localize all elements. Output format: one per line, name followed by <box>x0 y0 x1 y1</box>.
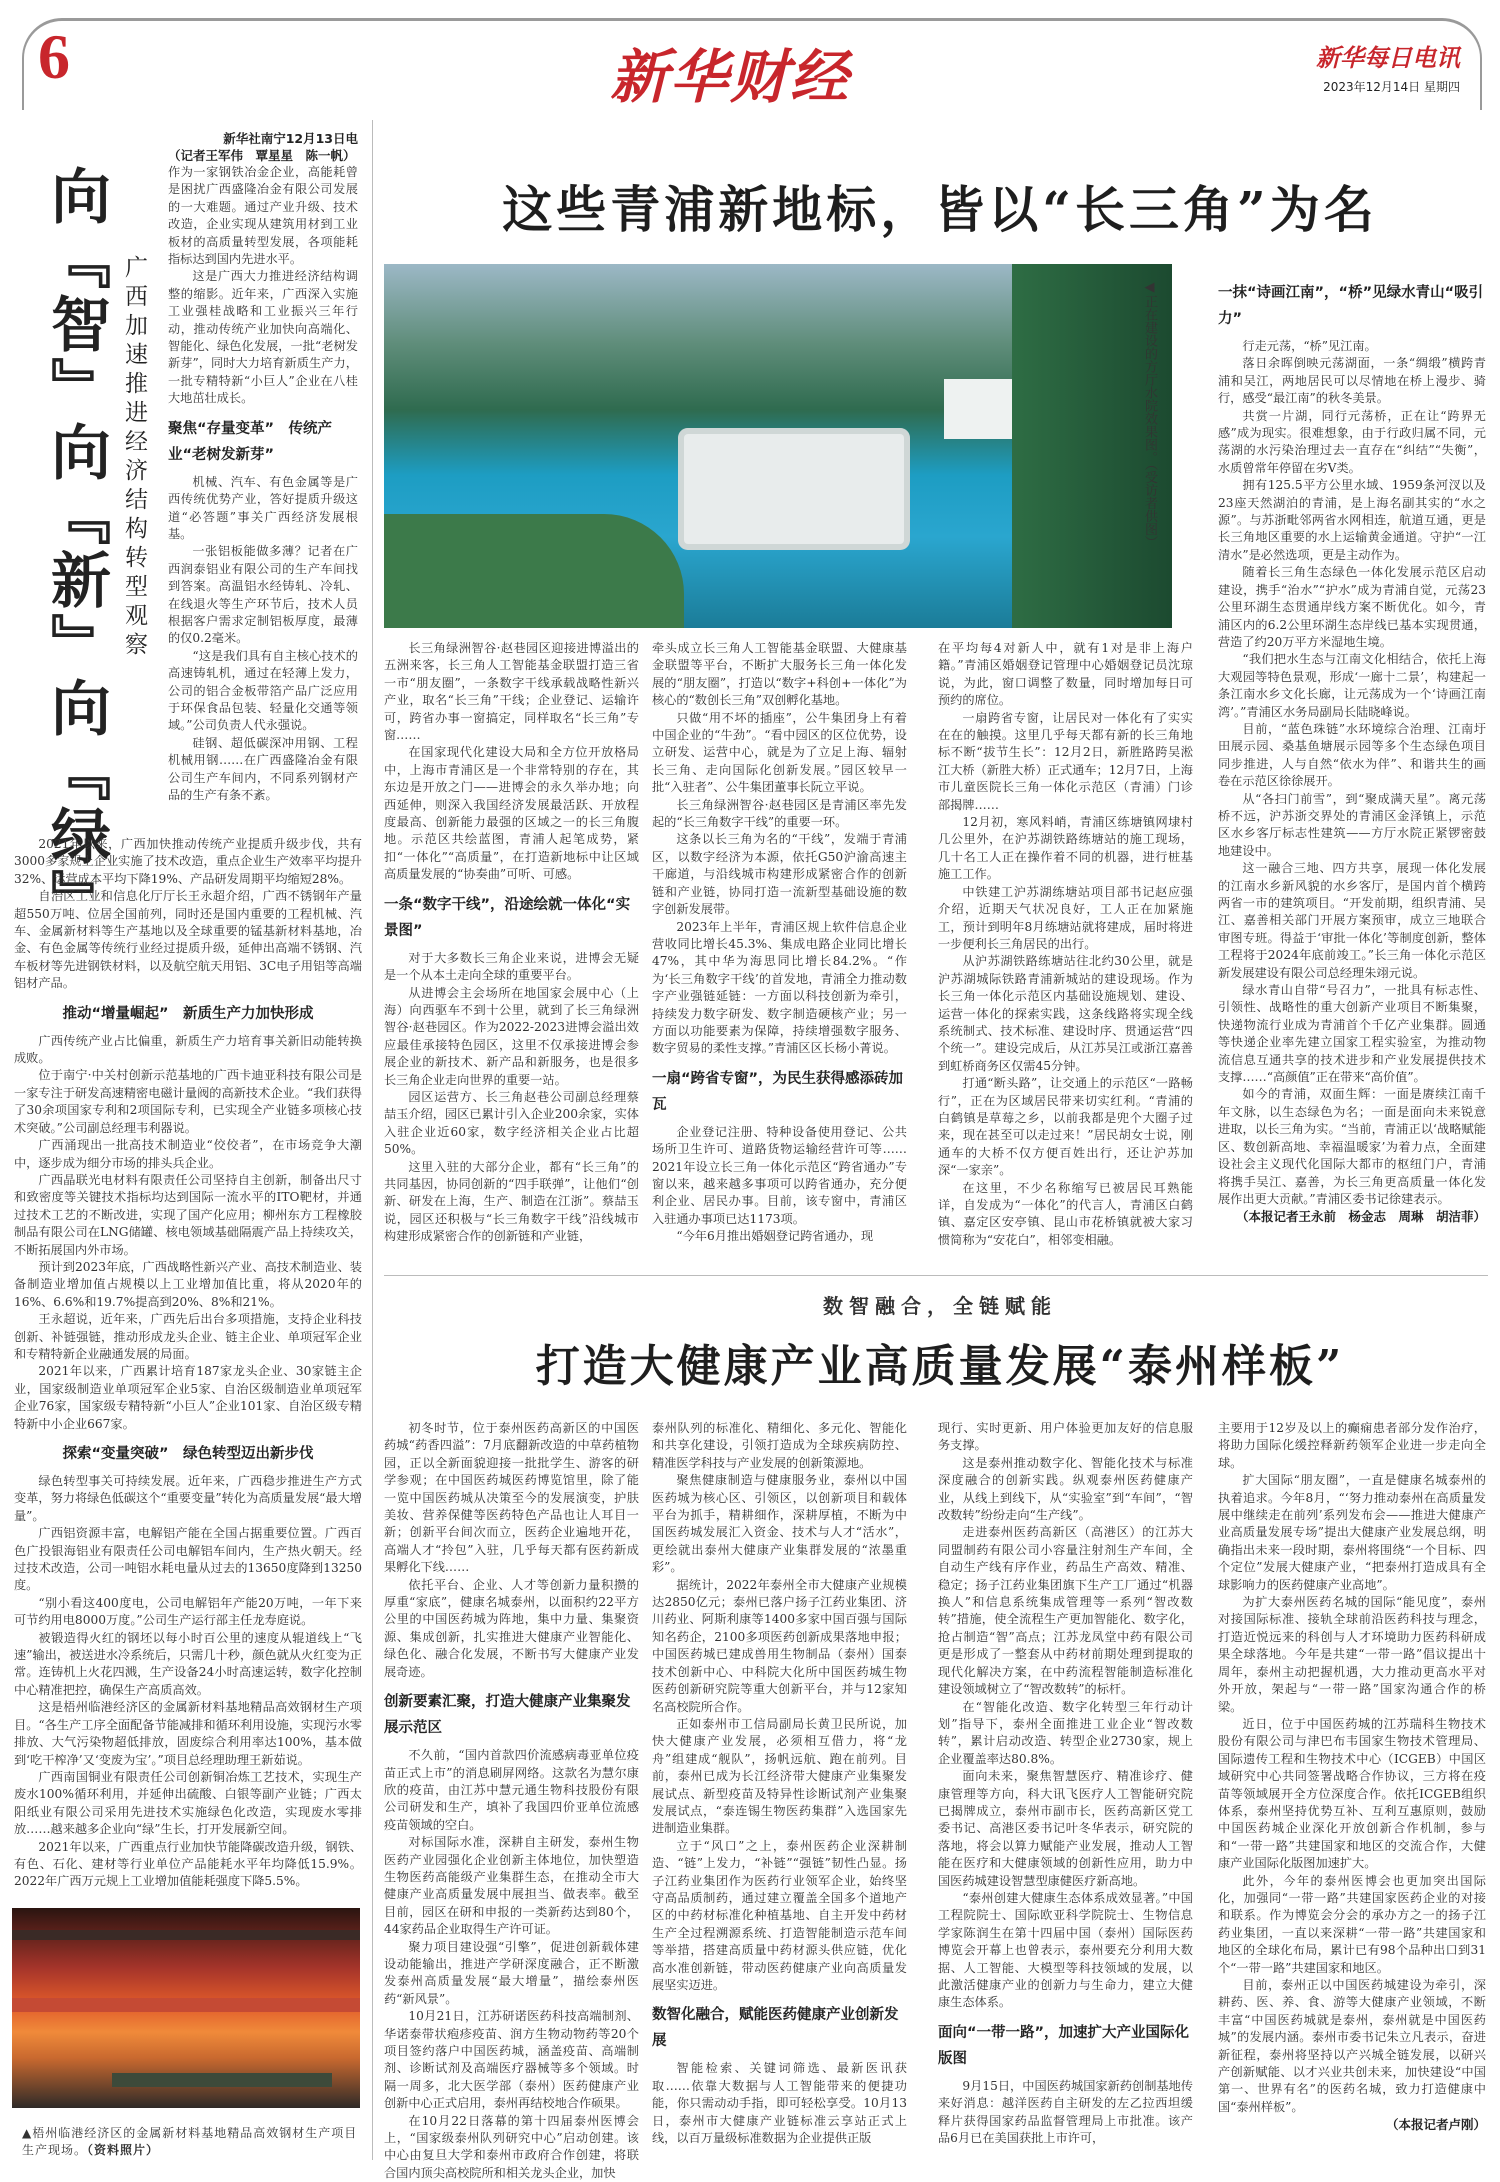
paragraph: 这是泰州推动数字化、智能化技术与标准深度融合的创新实践。纵观泰州医药健康产业，从线上到线下，从“实验室”到“车间”，“智改数转”纷纷走向“生产线”。 <box>938 1455 1193 1523</box>
reporters: （记者王军伟 覃星星 陈一帆） <box>168 148 356 163</box>
newspaper-brand: 新华每日电讯 <box>1316 43 1460 72</box>
paragraph: 2021年以来，广西重点行业加快节能降碳改造升级，钢铁、有色、石化、建材等行业单位产品能耗水平年均降低15.9%。2022年广西万元规上工业增加值能耗强度下降5.5%。 <box>14 1839 362 1889</box>
paragraph: 立于“风口”之上，泰州医药企业深耕制造、“链”上发力，“补链”“强链”韧性凸显。扬子江药业集团作为医药行业领军企业，始终坚守高品质制药，通过建立覆盖全国多个道地产区的中药材标准化种植基地、自主开发中药材生产全过程溯源系统、打造智能制造示范车间等举措，搭建高质量中药材源头供应链，优化高水准创新链，带动医药健康产业向高质量发展坚实迈进。 <box>652 1838 907 1992</box>
section-heading: 创新要素汇聚，打造大健康产业集聚发展示范区 <box>384 1694 631 1737</box>
paragraph: 打通“断头路”，让交通上的示范区“一路畅行”，正在为区域居民带来切实红利。“青浦的白鹤镇是草莓之乡，以前我都是兜个大圈子过来，现在甚至可以走过来！”居民胡女士说，刚通车的大桥不仅方便百姓出行，还让沪苏加深“一家亲”。 <box>938 1076 1193 1178</box>
paragraph: 目前，“蓝色珠链”水环境综合治理、江南圩田展示园、桑基鱼塘展示园等多个生态绿色项目同步推进，人与自然“依水为伴”、和谐共生的画卷在示范区徐徐展开。 <box>1218 721 1486 789</box>
section-heading: 一条“数字干线”，沿途绘就一体化“实景图” <box>384 896 631 939</box>
paragraph: 为扩大泰州医药名城的国际“能见度”，泰州对接国际标准、接轨全球前沿医药科技与理念，打造近悦远来的科创与人才环境助力医药科研成果全球落地。今年是共建“一带一路”倡议提出十周年，泰州主动把握机遇，大力推动更高水平对外开放，架起与“一带一路”国家沟通合作的桥梁。 <box>1218 1595 1486 1714</box>
taizhou-headline: 打造大健康产业高质量发展“泰州样板” <box>535 1341 1345 1392</box>
qingpu-col-2 <box>652 640 907 1246</box>
paragraph: 走进泰州医药高新区（高港区）的江苏大同盟制药有限公司小容量注射剂生产车间，全自动生产线有序作业，药品生产高效、精准、稳定；扬子江药业集团旗下生产工厂通过“机器换人”和信息系统集成管理等一系列“智改数转”措施，使全流程生产更加智能化、数字化，抢占制造“智”高点；江苏龙凤堂中药有限公司更是形成了一整套从中药材前期处理到提取的现代化解决方案，在中药流程智能制造标准化建设领域树立了“智改数转”的标杆。 <box>938 1525 1193 1697</box>
taizhou-kicker: 数智融合，全链赋能 <box>823 1294 1057 1318</box>
guangxi-intro-column <box>168 130 358 804</box>
paragraph: 2021年以来，广西累计培育187家龙头企业、30家链主企业，国家级制造业单项冠军企业5家、自治区级制造业单项冠军企业76家，国家级专精特新“小巨人”企业101家、自治区级专精特新中小企业667家。 <box>14 1364 362 1431</box>
taizhou-col-2 <box>652 1420 907 2147</box>
byline: （本报记者卢刚） <box>1385 2117 1486 2133</box>
paragraph: 初冬时节，位于泰州医药高新区的中国医药城“药香四溢”：7月底翻新改造的中草药植物园，正以全新面貌迎接一批批学生、游客的研学参观；在中国医药城医药博览馆里，除了能一览中国医药城从决策至今的发展演变，护肤美妆、营养保健等医药特色产品也让人耳目一新；创新平台间次而立，医药企业遍地开花，高端人才“拎包”入驻，几乎每天都有医药新成果孵化下线…… <box>384 1421 639 1575</box>
paragraph: 如今的青浦，双面生辉：一面是赓续江南千年文脉，以生态绿色为名；一面是面向未来锐意进取，以长三角为实。“当前，青浦正以‘战略赋能区、数创新高地、幸福温暖家’为着力点，全面建设社会主义现代化国际大都市的枢纽门户，青浦将携手吴江、嘉善，为长三角更高质量一体化发展作出更大贡献。”青浦区委书记徐建表示。 <box>1218 1087 1486 1206</box>
paragraph: 2023年上半年，青浦区规上软件信息企业营收同比增长45.3%、集成电路企业同比增长47%，其中华为海思同比增长84.2%。“作为‘长三角数字干线’的首发地，青浦全力推动数字产业强链延链：一方面以科技创新为牵引，持续发力数字研发、数字制造硬核产业；另一方面以功能要素为保障，持续增强数字服务、数字贸易的柔性支撑。”青浦区区长杨小菁说。 <box>652 919 907 1056</box>
paragraph: 现行、实时更新、用户体验更加友好的信息服务支撑。 <box>938 1421 1193 1453</box>
paragraph: 聚力项目建设强“引擎”，促进创新载体建设动能输出，推进产学研深度融合，正不断激发泰州高质量发展“最大增量”，描绘泰州医药“新风景”。 <box>384 1939 639 2006</box>
paragraph: 目前，泰州正以中国医药城建设为牵引，深耕药、医、养、食、游等大健康产业领域，不断丰富“中国医药城就是泰州，泰州就是中国医药城”的发展内涵。泰州市委书记朱立凡表示，奋进新征程，泰州将坚持以产兴城全链发展，以研兴产创新赋能、以才兴业共创未来，加快建设“中国第一、世界有名”的医药名城，致力打造健康中国“泰州样板”。 <box>1218 1978 1486 2114</box>
paragraph: 这条以长三角为名的“干线”，发端于青浦区，以数字经济为本源，依托G50沪渝高速主干廊道，与沿线城市构建形成紧密合作的创新链和产业链，协同打造一流新型基础设施的数字创新发展带。 <box>652 832 907 917</box>
paragraph: 2021年以来，广西加快推动传统产业提质升级步伐，共有3000多家规上企业实施了技术改造，重点企业生产效率平均提升32%、运营成本平均下降19%、产品研发周期平均缩短28%。 <box>14 837 362 886</box>
paragraph: 扩大国际“朋友圈”，一直是健康名城泰州的执着追求。今年8月，“‘努力推动泰州在高质量发展中继续走在前列’系列发布会——推进大健康产业高质量发展专场”提出大健康产业发展总纲，明确指出未来一段时期，泰州将围绕“一个目标、四个定位”发展大健康产业，“把泰州打造成具有全球影响力的医药健康产业高地”。 <box>1218 1473 1486 1592</box>
paragraph: 据统计，2022年泰州全市大健康产业规模达2850亿元；泰州已落户扬子江药业集团、济川药业、阿斯利康等1400多家中国百强与国际知名药企，2100多项医药创新成果落地申报；中国医药城已建成兽用生物制品（泰州）国泰技术创新中心、中科院大化所中国医药城生物医药创新研究院等重大创新平台，并与12家知名高校院所合作。 <box>652 1577 907 1714</box>
paragraph: 正如泰州市工信局副局长黄卫民所说，加快大健康产业发展，必须相互借力，将“龙舟”组建成“舰队”，扬帆远航、跑在前列。目前，泰州已成为长江经济带大健康产业集聚发展试点、新型疫苗及特异性诊断试剂产业集聚发展试点，“泰连锡生物医药集群”入选国家先进制造业集群。 <box>652 1716 907 1836</box>
paragraph: 9月15日，中国医药城国家新药创制基地传来好消息：越洋医药自主研发的左乙拉西坦缓释片获得国家药品监督管理局上市批准。该产品6月已在美国获批上市许可， <box>938 2078 1193 2146</box>
paragraph: 被锻造得火红的钢坯以每小时百公里的速度从辊道线上“飞速”输出，被送进水冷系统后，只需几十秒，颜色就从火红变为正常。连铸机上火花四溅，生产设备24小时高速运转，数字化控制中心精准把控，确保生产高质高效。 <box>14 1630 362 1697</box>
paragraph: 对标国际水准，深耕自主研发，泰州生物医药产业园强化企业创新主体地位，加快塑造生物医药高能级产业集群生态，在推动全市大健康产业高质量发展中展担当、做表率。截至目前，园区在研和申报的一类新药达到80个，44家药品企业取得生产许可证。 <box>384 1835 639 1937</box>
paragraph: 预计到2023年底，广西战略性新兴产业、高技术制造业、装备制造业增加值占规模以上工业增加值比重，将从2020年的16%、6.6%和19.7%提高到20%、8%和21%。 <box>14 1259 362 1309</box>
paragraph: 绿色转型事关可持续发展。近年来，广西稳步推进生产方式变革，努力将绿色低碳这个“重要变量”转化为高质量发展“最大增量”。 <box>14 1474 362 1523</box>
paragraph: 对于大多数长三角企业来说，进博会无疑是一个从本土走向全球的重要平台。 <box>384 950 639 983</box>
paragraph: 从沪苏湖铁路练塘站往北约30公里，就是沪苏湖城际铁路青浦新城站的建设现场。作为长三角一体化示范区内基础设施规划、建设、运营一体化的探索实践，这条线路将实现全线系统制式、技术标准、建设时序、贯通运营“四个统一”。建设完成后，从江苏吴江或浙江嘉善到虹桥商务区仅需45分钟。 <box>938 954 1193 1073</box>
page-number: 6 <box>38 21 70 92</box>
paragraph: 随着长三角生态绿色一体化发展示范区启动建设，携手“治水”“护水”成为青浦自觉，元荡23公里环湖生态贯通岸线方案不断优化。如今，青浦区内的6.2公里环湖生态岸线已基本实现贯通，营造了约20万平方米湿地生境。 <box>1218 565 1486 649</box>
paragraph: 长三角绿洲智谷·赵巷园区是青浦区率先发起的“长三角数字干线”的重要一环。 <box>652 797 907 830</box>
photo-caption: ◀正在建设的方厅水院效果图。（受访者供图） <box>1142 280 1157 549</box>
paragraph: 这是梧州临港经济区的金属新材料基地精品高效钢材生产项目。“各生产工序全面配备节能减排和循环利用设施，实现污水零排放、大气污染物超低排放，固废综合利用率达100%，基本做到‘吃干榨净’又‘变废为宝’。”项目总经理助理王新茹说。 <box>14 1700 362 1767</box>
paragraph: 一扇跨省专窗，让居民对一体化有了实实在在的触摸。这里几乎每天都有新的长三角地标不断“拔节生长”：12月2日，新胜路跨吴淞江大桥（新胜大桥）正式通车；12月7日，上海市儿童医院长三角一体化示范区（青浦）门诊部揭牌…… <box>938 710 1193 812</box>
paragraph: 从进博会主会场所在地国家会展中心（上海）向西驱车不到十公里，就到了长三角绿洲智谷·赵巷园区。作为2022-2023进博会溢出效应最佳承接特色园区，这里不仅承接进博会参展企业的新技术、新产品和新服务，也是很多长三角企业走向世界的重要一站。 <box>384 985 639 1087</box>
steel-production-photo <box>12 1908 360 2108</box>
byline: （本报记者王永前 杨金志 周琳 胡洁菲） <box>1235 1209 1486 1225</box>
qingpu-col-4 <box>1218 272 1486 1225</box>
section-heading: 面向“一带一路”，加速扩大产业国际化版图 <box>938 2024 1190 2067</box>
paragraph: 机械、汽车、有色金属等是广西传统优势产业，答好提质升级这道“必答题”事关广西经济发展根基。 <box>168 474 358 541</box>
section-heading: 探索“变量突破” 绿色转型迈出新步伐 <box>62 1446 314 1462</box>
paragraph: 这是广西大力推进经济结构调整的缩影。近年来，广西深入实施工业强桂战略和工业振兴三年行动，推动传统产业加快向高端化、智能化、绿色化发展，一批“老树发新芽”，同时大力培育新质生产力，一批专精特新“小巨人”企业在八桂大地茁壮成长。 <box>168 269 358 406</box>
paragraph: 落日余晖倒映元荡湖面，一条“绸缎”横跨青浦和吴江，两地居民可以尽情地在桥上漫步、骑行，感受“最江南”的秋冬美景。 <box>1218 356 1486 406</box>
paragraph: 广西南国铜业有限责任公司创新铜冶炼工艺技术，实现生产废水100%循环利用，并延伸出硫酸、白银等副产业链；广西太阳纸业有限公司采用先进技术实施绿色化改造，实现废水零排放……越来越多企业向“绿”生长，打开发展新空间。 <box>14 1769 362 1837</box>
paragraph: 长三角绿洲智谷·赵巷园区迎接进博溢出的五洲来客，长三角人工智能基金联盟打造三省一市“朋友圈”，一条数字干线承载战略性新兴产业，取名“长三角”干线；企业登记、运输许可，跨省办事一窗搞定，同样取名“长三角”专窗…… <box>384 641 639 743</box>
paragraph: 企业登记注册、特种设备使用登记、公共场所卫生许可、道路货物运输经营许可等……2021年设立长三角一体化示范区“跨省通办”专窗以来，越来越多事项可以跨省通办，充分便利企业、居民办事。目前，该专窗中，青浦区入驻通办事项已达1173项。 <box>652 1124 907 1226</box>
column-divider <box>372 120 373 2160</box>
paragraph: 此外，今年的泰州医博会也更加突出国际化，加强同“一带一路”共建国家医药企业的对接和联系。作为博览会分会的承办方之一的扬子江药业集团，一直以来深耕“一带一路”共建国家和地区的全球化布局，累计已有98个品种出口到31个“一带一路”共建国家和地区。 <box>1218 1873 1486 1975</box>
paragraph: 行走元荡，“桥”见江南。 <box>1242 339 1377 353</box>
section-heading: 一扇“跨省专窗”，为民生获得感添砖加瓦 <box>652 1070 904 1113</box>
taizhou-col-4 <box>1218 1420 1486 2133</box>
paragraph: “今年6月推出婚姻登记跨省通办，现 <box>676 1229 874 1244</box>
paragraph: 智能检索、关键词筛选、最新医讯获取……依靠大数据与人工智能带来的便捷功能，你只需动动手指，即可轻松享受。10月13日，泰州市大健康产业链标准云享站正式上线，以百万量级标准数据为企业提供正版 <box>652 2061 907 2146</box>
paragraph: 泰州队列的标准化、精细化、多元化、智能化和共享化建设，引领打造成为全球疾病防控、精准医学科技与产业发展的创新策源地。 <box>652 1421 907 1470</box>
paragraph: 牵头成立长三角人工智能基金联盟、大健康基金联盟等平台，不断扩大服务长三角一体化发展的“朋友圈”，打造以“数字+科创+一体化”为核心的“数创长三角”双创孵化基地。 <box>652 641 907 708</box>
photo-credit: （资料照片） <box>87 2143 160 2157</box>
paragraph: 聚焦健康制造与健康服务业，泰州以中国医药城为核心区、引领区，以创新项目和载体平台为抓手，精耕细作，深耕厚植，不断为中国医药城发展汇入资金、技术与人才“活水”，更绘就出泰州大健康产业集群发展的“浓墨重彩”。 <box>652 1473 907 1575</box>
paragraph: 只做“用不坏的插座”，公牛集团身上有着中国企业的“牛劲”。“看中园区的区位优势，设立研发、运营中心，就是为了立足上海、辐射长三角、走向国际化创新发展。”园区较早一批“入驻者”、公牛集团董事长阮立平说。 <box>652 710 907 795</box>
section-heading: 一抹“诗画江南”，“桥”见绿水青山“吸引力” <box>1218 285 1484 327</box>
qingpu-headline: 这些青浦新地标，皆以“长三角”为名 <box>502 180 1378 239</box>
paragraph: 作为一家钢铁冶金企业，高能耗曾是困扰广西盛隆冶金有限公司发展的一大难题。通过产业升级、技术改造，企业实现从建筑用材到工业板材的高质量转型发展，各项能耗指标达到国内先进水平。 <box>168 165 358 267</box>
paragraph: 近日，位于中国医药城的江苏瑞科生物技术股份有限公司与津巴布韦国家生物技术管理局、国际遗传工程和生物技术中心（ICGEB）中国区域研究中心共同签署战略合作协议，三方将在疫苗等领域展开全方位深度合作。依托ICGEB组织体系，泰州坚持优势互补、互利互惠原则，鼓励中国医药城企业深化开放创新合作机制，参与和“一带一路”共建国家和地区的交流合作，大健康产业国际化版图加速扩大。 <box>1218 1716 1486 1871</box>
paragraph: 广西铝资源丰富，电解铝产能在全国占据重要位置。广西百色广投银海铝业有限责任公司电解铝车间内，生产热火朝天。经过技术改造，公司一吨铝水耗电量从过去的13650度降到13250度。 <box>14 1526 362 1593</box>
paragraph: 不久前，“国内首款四价流感病毒亚单位疫苗正式上市”的消息刷屏网络。这款名为慧尔康欣的疫苗，由江苏中慧元通生物科技股份有限公司研发和生产，填补了我国四价亚单位流感疫苗领域的空白。 <box>384 1748 639 1832</box>
qingpu-col-1 <box>384 640 639 1246</box>
paragraph: 自治区工业和信息化厅厅长王永超介绍，广西不锈钢年产量超550万吨、位居全国前列，同时还是国内重要的工程机械、汽车、金属新材料等生产基地以及全球重要的锰基新材料基地，冶金、有色金属等传统行业经过提质升级，延伸出高端不锈钢、汽车板材等先进钢铁材料，以及航空航天用铝、3C电子用铝等高端铝材产品。 <box>14 889 362 991</box>
guangxi-vertical-subtitle: 广西加速推进经济结构转型观察 <box>121 255 147 661</box>
paragraph: 依托平台、企业、人才等创新力量积攒的厚重“家底”，健康名城泰州，以面积约22平方公里的中国医药城为阵地，集中力量、集聚资源、集成创新，扎实推进大健康产业智能化、绿色化、融合化发展，不断书写大健康产业发展奇迹。 <box>384 1577 639 1679</box>
issue-date: 2023年12月14日 星期四 <box>1323 80 1460 94</box>
paragraph: 中铁建工沪苏湖练塘站项目部书记赵应强介绍，近期天气状况良好，工人正在加紧施工，预计到明年8月练塘站就将建成，届时将进一步便利长三角居民的出行。 <box>938 884 1193 951</box>
guangxi-vertical-title: 向『智』向『新』向『绿』 <box>41 165 111 933</box>
paragraph: 硅钢、超低碳深冲用钢、工程机械用钢……在广西盛隆冶金有限公司生产车间内，不同系列钢材产品的生产有条不紊。 <box>168 735 358 802</box>
paragraph: 在国家现代化建设大局和全方位开放格局中，上海市青浦区是一个非常特别的存在，其东边是开放之门——进博会的永久举办地；向西延伸，则深入我国经济发展最活跃、开放程度最高、创新能力最强的区域之一的长三角腹地。示范区共绘蓝图，青浦人起笔成势，紧扣“一体化”“高质量”，在打造新地标中让区域高质量发展的“协奏曲”可听、可感。 <box>384 745 639 882</box>
paragraph: 这里入驻的大部分企业，都有“长三角”的共同基因，协同创新的“四手联弹”，让他们“创新、研发在上海，生产、制造在江浙”。蔡喆玉说，园区还积极与“长三角数字干线”沿线城市构建形成紧密合作的创新链和产业链， <box>384 1159 639 1244</box>
dateline: 新华社南宁12月13日电 <box>223 131 358 146</box>
section-heading: 推动“增量崛起” 新质生产力加快形成 <box>62 1005 314 1022</box>
section-heading: 数智化融合，赋能医药健康产业创新发展 <box>652 2007 899 2050</box>
taizhou-col-3 <box>938 1420 1193 2147</box>
photo-caption: ▲梧州临港经济区的金属新材料基地精品高效钢材生产项目生产现场。（资料照片） <box>22 2126 358 2157</box>
paragraph: 面向未来，聚焦智慧医疗、精准诊疗、健康管理等方向，科大讯飞医疗人工智能研究院已揭牌成立，泰州市副市长，医药高新区党工委书记、高港区委书记叶冬华表示，研究院的落地，将会以算力赋能产业发展，推动人工智能在医疗和大健康领域的创新性应用，助力中国医药城建设智慧型康健医疗新高地。 <box>938 1769 1193 1888</box>
paragraph: 在平均每4对新人中，就有1对是非上海户籍。”青浦区婚姻登记管理中心婚姻登记员沈琼说，为此，窗口调整了数量，同时增加每日可预约的席位。 <box>938 641 1193 708</box>
paragraph: 在这里，不少名称缩写已被居民耳熟能详，自发成为“一体化”的代言人，青浦区白鹤镇、嘉定区安亭镇、昆山市花桥镇就被大家习惯简称为“安花白”，相邻变相融。 <box>938 1180 1193 1247</box>
taizhou-col-1 <box>384 1420 639 2182</box>
paragraph: 在10月22日落幕的第十四届泰州医博会上，“国家级泰州队列研究中心”启动创建。该中心由复旦大学和泰州市政府合作创建，将联合国内顶尖高校院所和相关龙头企业，加快 <box>384 2113 639 2180</box>
paragraph: “我们把水生态与江南文化相结合，依托上海大观园等特色景观，形成‘一廊十二景’，构建起一条江南水乡文化长廊，让元荡成为一个‘诗画江南湾’。”青浦区水务局副局长陆晓峰说。 <box>1218 652 1486 719</box>
section-heading: 聚焦“存量变革” 传统产业“老树发新芽” <box>168 420 333 463</box>
article-divider <box>384 1275 1488 1276</box>
paragraph: “别小看这400度电，公司电解铝年产能20万吨，一年下来可节约用电8000万度。”公司生产运行部主任龙寿庭说。 <box>14 1595 362 1628</box>
paragraph: 在“智能化改造、数字化转型三年行动计划”指导下，泰州全面推进工业企业“智改数转”，累计启动改造、转型企业2730家，规上企业覆盖率达80.8%。 <box>938 1699 1193 1766</box>
paragraph: “这是我们具有自主核心技术的高速铸轧机，通过在轻薄上发力，公司的铝合金板带箔产品广泛应用于环保食品包装、轻量化交通等领域。”公司负责人代永强说。 <box>168 648 358 733</box>
paragraph: 广西传统产业占比偏重，新质生产力培育事关新旧动能转换成败。 <box>14 1033 362 1066</box>
paragraph: 园区运营方、长三角赵巷公司副总经理蔡喆玉介绍，园区已累计引入企业200余家，实体入驻企业近60家，数字经济相关企业占比超50%。 <box>384 1089 639 1157</box>
section-title: 新华财经 <box>610 43 851 111</box>
paragraph: 12月初，寒风料峭，青浦区练塘镇网埭村几公里外，在沪苏湖铁路练塘站的施工现场，几十名工人正在操作着不同的机器，进行桩基施工工作。 <box>938 815 1193 882</box>
paragraph: 一张铝板能做多薄？记者在广西润泰铝业有限公司的生产车间找到答案。高温铝水经铸轧、冷轧、在线退火等生产环节后，技术人员根据客户需求定制铝板厚度，最薄的仅0.2毫米。 <box>168 544 358 646</box>
paragraph: 从“各扫门前雪”，到“聚成满天星”。离元荡桥不远，沪苏浙交界处的青浦区金泽镇上，示范区水乡客厅标志性建筑——方厅水院正紧锣密鼓地建设中。 <box>1218 791 1486 858</box>
paragraph: 共赏一片湖，同行元荡桥，正在让“跨界无感”成为现实。很难想象，由于行政归属不同，元荡湖的水污染治理过去一直存在“纠结”“失衡”，水质曾常年停留在劣V类。 <box>1218 408 1486 475</box>
qingpu-col-3 <box>938 640 1193 1249</box>
guangxi-main-column <box>14 836 362 1891</box>
paragraph: 主要用于12岁及以上的癫痫患者部分发作治疗，将助力国际化缓控释新药领军企业进一步走向全球。 <box>1218 1421 1486 1470</box>
paragraph: 拥有125.5平方公里水域、1959条河汊以及23座天然湖泊的青浦，是上海名副其实的“水之源”。与苏浙毗邻两省水网相连，航道互通，更是长三角地区重要的水上运输黄金通道。守护“一江清水”是必然选项，更是主动作为。 <box>1218 478 1486 562</box>
paragraph: 10月21日，江苏研诺医药科技高端制剂、华诺泰带状疱疹疫苗、润方生物动物药等20个项目签约落户中国医药城，涵盖疫苗、高端制剂、诊断试剂及高端医疗器械等多个领域。时隔一周多，北大医学部（泰州）医药健康产业创新中心正式启用，泰州再结校地合作硕果。 <box>384 2009 639 2111</box>
paragraph: 广西晶联光电材料有限责任公司坚持自主创新，制备出尺寸和致密度等关键技术指标均达到国际一流水平的ITO靶材，并通过技术工艺的不断改进，实现了国产化应用；柳州东方工程橡胶制品有限公司在LNG储罐、核电领域基础隔震产品上持续攻关，不断拓展国内外市场。 <box>14 1172 362 1257</box>
paragraph: 王永超说，近年来，广西先后出台多项措施，支持企业科技创新、补链强链，推动形成龙头企业、链主企业、单项冠军企业和专精特新企业融通发展的局面。 <box>14 1312 362 1361</box>
paragraph: 绿水青山自带“号召力”，一批具有标志性、引领性、战略性的重大创新产业项目不断集聚，快递物流行业成为青浦首个千亿产业集群。圆通等快递企业率先建立国家工程实验室，为推动物流信息互通共享的技术进步和产业发展提供技术支撑……“高颜值”正在带来“高价值”。 <box>1218 983 1486 1085</box>
paragraph: 位于南宁·中关村创新示范基地的广西卡迪亚科技有限公司是一家专注于研发高速精密电磁计量阀的高新技术企业。“我们获得了30余项国家专利和2项国际专利，已实现全产业链多项核心技术突破。”公司副总经理韦利器说。 <box>14 1068 362 1135</box>
paragraph: “泰州创建大健康生态体系成效显著。”中国工程院院士、国际欧亚科学院院士、生物信息学家陈润生在第十四届中国（泰州）国际医药博览会开幕上也曾表示，泰州要充分利用大数据、人工智能、大模型等科技领域的发展，以此激活健康产业的创新力与生命力，建立大健康生态体系。 <box>938 1890 1193 2010</box>
paragraph: 广西涌现出一批高技术制造业“佼佼者”，在市场竞争大潮中，逐步成为细分市场的排头兵企业。 <box>14 1138 362 1170</box>
paragraph: 这一融合三地、四方共享，展现一体化发展的江南水乡新风貌的水乡客厅，是国内首个横跨两省一市的建筑项目。“开发前期，组织青浦、吴江、嘉善相关部门开展方案预审，成立三地联合审图专班。得益于‘审批一体化’等制度创新，整体工程将于2024年底前竣工。”长三角一体化示范区新发展建设有限公司总经理朱翊元说。 <box>1218 861 1486 980</box>
water-courtyard-rendering <box>384 264 1172 628</box>
